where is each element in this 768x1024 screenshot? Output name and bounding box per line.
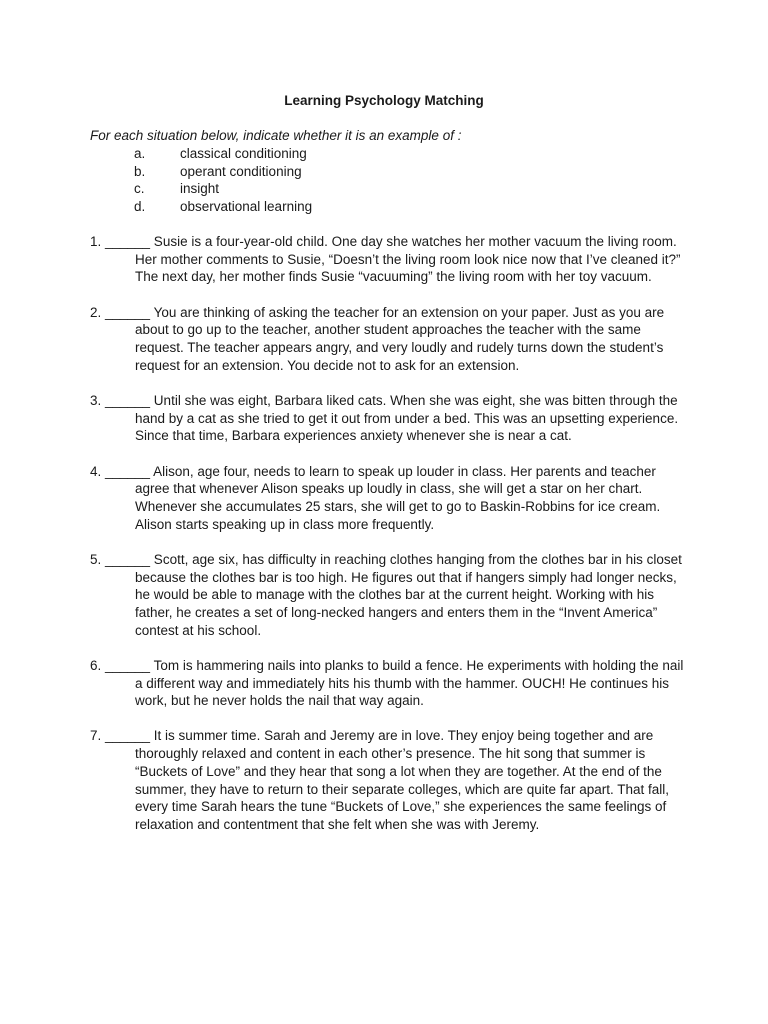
question-4: 4. ______ Alison, age four, needs to learn to speak up louder in class. Her parents and teacher agree that whenever Alison speaks up loudly in class, she will get a star on her chart. Whenever she accumulates 25 stars, she will get to go to Baskin-Robbins for ice cream. Alison starts speaking up in class more frequently. [90,463,661,532]
question-3: 3. ______ Until she was eight, Barbara liked cats. When she was eight, she was bitten through the hand by a cat as she tried to get it out from under a bed. This was an upsetting experience. Since that time, Barbara experiences anxiety whenever she is near a cat. [90,392,679,444]
questions-list [90,233,690,851]
option-text: operant conditioning [180,163,302,179]
option-letter: b. [134,163,146,179]
document-title: Learning Psychology Matching [284,93,484,108]
option-letter: a. [134,146,146,161]
option-letter: d. [134,199,146,215]
option-b [134,163,312,181]
answer-options-list [134,145,312,216]
option-text: classical conditioning [180,146,307,161]
option-text: observational learning [180,199,313,215]
instructions-text: For each situation below, indicate whether it is an example of : [90,128,462,143]
question-6: 6. ______ Tom is hammering nails into planks to build a fence. He experiments with holding the nail a different way and immediately hits his thumb with the hammer. OUCH! He continues his work, but he never holds the nail that way again. [90,657,684,709]
question-7: 7. ______ It is summer time. Sarah and Jeremy are in love. They enjoy being together and are thoroughly relaxed and content in each other’s presence. The hit song that summer is “Buckets of Love” and they hear that song a lot when they are together. At the end of the summer, they have to return to their separate colleges, which are quite far apart. That fall, every time Sarah hears the tune “Buckets of Love,” she experiences the same feelings of relaxation and contentment that she felt when she was with Jeremy. [90,728,670,832]
option-letter: c. [134,181,145,197]
option-a [134,145,312,163]
option-c [134,180,312,198]
option-text: insight [180,181,220,197]
question-1: 1. ______ Susie is a four-year-old child. One day she watches her mother vacuum the living room. Her mother comments to Susie, “Doesn’t the living room look nice now that I’ve cleaned it?” The next day, her mother finds Susie “vacuuming” the living room with her toy vacuum. [90,234,681,285]
question-5: 5. ______ Scott, age six, has difficulty in reaching clothes hanging from the clothes bar in his closet because the clothes bar is too high. He figures out that if hangers simply had longer necks, he would be able to manage with the clothes bar at the current height. Working with his father, he creates a set of long-necked hangers and enters them in the “Invent America” contest at his school. [90,551,682,638]
option-d [134,198,312,216]
question-2: 2. ______ You are thinking of asking the teacher for an extension on your paper. Just as you are about to go up to the teacher, another student approaches the teacher with the same request. The teacher appears angry, and very loudly and rudely turns down the student’s request for an extension. You decide not to ask for an extension. [90,304,665,373]
